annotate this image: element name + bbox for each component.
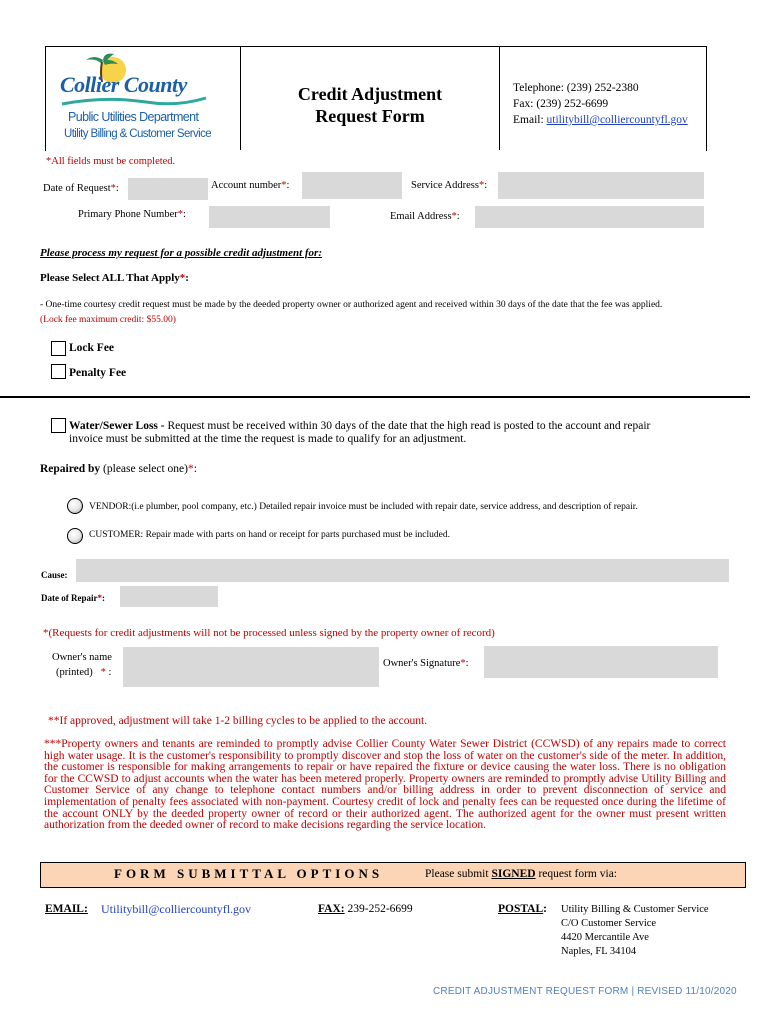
primary-phone-field[interactable]	[209, 206, 330, 228]
date-of-request-label: Date of Request*:	[43, 183, 119, 194]
form-submittal-title: FORM SUBMITTAL OPTIONS	[114, 866, 384, 881]
approval-note: **If approved, adjustment will take 1-2 billing cycles to be applied to the account.	[48, 715, 428, 727]
owner-name-printed-label: (printed) * :	[56, 667, 112, 678]
service-address-field[interactable]	[498, 172, 704, 199]
email-address-field[interactable]	[475, 206, 704, 228]
owner-name-field[interactable]	[123, 647, 379, 687]
account-number-label: Account number*:	[211, 180, 290, 191]
postal-line-3: 4420 Mercantile Ave	[561, 932, 649, 943]
repaired-by-label: Repaired by (please select one)*:	[40, 463, 197, 475]
logo-department: Public Utilities Department	[68, 110, 199, 124]
cause-label: Cause:	[41, 570, 68, 580]
postal-option-label: POSTAL:	[498, 903, 548, 915]
date-of-repair-label: Date of Repair*:	[41, 593, 105, 603]
lock-fee-maximum: (Lock fee maximum credit: $55.00)	[40, 315, 176, 325]
contact-telephone: Telephone: (239) 252-2380	[513, 82, 639, 94]
logo-subtitle: Utility Billing & Customer Service	[64, 128, 212, 140]
courtesy-note: - One-time courtesy credit request must be made by the deeded property owner or authorized agent and received within 30 days of the date that the fee was applied.	[40, 300, 663, 310]
contact-fax: Fax: (239) 252-6699	[513, 98, 609, 110]
submit-instructions: Please submit SIGNED request form via:	[425, 868, 617, 880]
signature-notice: *(Requests for credit adjustments will not be processed unless signed by the property owner of record)	[43, 627, 495, 639]
email-option-label: EMAIL:	[45, 903, 88, 915]
contact-email-link[interactable]: utilitybill@colliercountyfl.gov	[546, 114, 688, 126]
water-sewer-loss-checkbox[interactable]	[51, 418, 66, 433]
header-divider	[499, 46, 500, 150]
service-address-label: Service Address*:	[411, 180, 488, 191]
page-footer: CREDIT ADJUSTMENT REQUEST FORM | REVISED 11/10/2020	[433, 986, 737, 997]
vendor-label: VENDOR:(i.e plumber, pool company, etc.) Detailed repair invoice must be included with repair date, service address, and description of repair.	[89, 502, 638, 512]
cause-field[interactable]	[76, 559, 729, 582]
form-title-line2: Request Form	[315, 106, 425, 126]
account-number-field[interactable]	[302, 172, 402, 199]
all-fields-note: *All fields must be completed.	[46, 156, 176, 167]
fax-option: FAX: 239-252-6699	[318, 903, 413, 915]
penalty-fee-label: Penalty Fee	[69, 367, 127, 379]
collier-county-logo	[56, 52, 236, 148]
section-divider	[0, 396, 750, 398]
customer-radio[interactable]	[67, 528, 83, 544]
postal-line-1: Utility Billing & Customer Service	[561, 904, 709, 915]
date-of-repair-field[interactable]	[120, 586, 218, 607]
postal-line-2: C/O Customer Service	[561, 918, 657, 929]
email-option-link[interactable]: Utilitybill@colliercountyfl.gov	[101, 902, 252, 916]
customer-label: CUSTOMER: Repair made with parts on hand or receipt for parts purchased must be included.	[89, 530, 451, 540]
lock-fee-label: Lock Fee	[69, 342, 115, 354]
select-all-label: Please Select ALL That Apply*:	[40, 272, 189, 284]
property-owners-notice: ***Property owners and tenants are reminded to promptly advise Collier County Water Sewer District (CCWSD) of any repairs made to correct high water usage. It is the customer's responsibility to promptly discover and stop the loss of water on the customer's side of the meter. In addition, the customer is responsible for making arrangements to repair or have repaired the fixture or device causing the water loss. There is no obligation for the CCWSD to adjust accounts when the water has been metered properly. Property owners are reminded to promptly advise Utility Billing and Customer Service of any change to telephone contact numbers and/or billing address in order to prevent disconnection of service and implementation of penalty fees associated with non-payment. Courtesy credit of lock and penalty fees can be requested once during the lifetime of the account ONLY by the deeded property owner of record or their authorized agent. The authorized agent for the owner must present written authorization from the deeded owner of record to make decisions regarding the service location.	[44, 738, 726, 832]
form-title-line1: Credit Adjustment	[297, 84, 443, 104]
postal-line-4: Naples, FL 34104	[561, 946, 637, 957]
water-sewer-loss-text: Water/Sewer Loss - Request must be received within 30 days of the date that the high read is posted to the account and repair	[69, 420, 651, 432]
owner-signature-label: Owner's Signature*:	[383, 658, 469, 669]
logo-title: Collier County	[60, 72, 187, 97]
penalty-fee-checkbox[interactable]	[51, 364, 66, 379]
date-of-request-field[interactable]	[128, 178, 208, 200]
contact-email	[513, 114, 688, 126]
vendor-radio[interactable]	[67, 498, 83, 514]
owner-signature-field[interactable]	[484, 646, 718, 678]
lock-fee-checkbox[interactable]	[51, 341, 66, 356]
primary-phone-label: Primary Phone Number*:	[78, 209, 186, 220]
owner-name-label: Owner's name	[52, 652, 112, 663]
credit-request-heading: Please process my request for a possible credit adjustment for:	[40, 247, 323, 259]
contact-email-label: Email:	[513, 114, 547, 126]
email-address-label: Email Address*:	[390, 211, 460, 222]
water-sewer-loss-text-2: invoice must be submitted at the time the request is made to qualify for an adjustment.	[69, 433, 467, 445]
